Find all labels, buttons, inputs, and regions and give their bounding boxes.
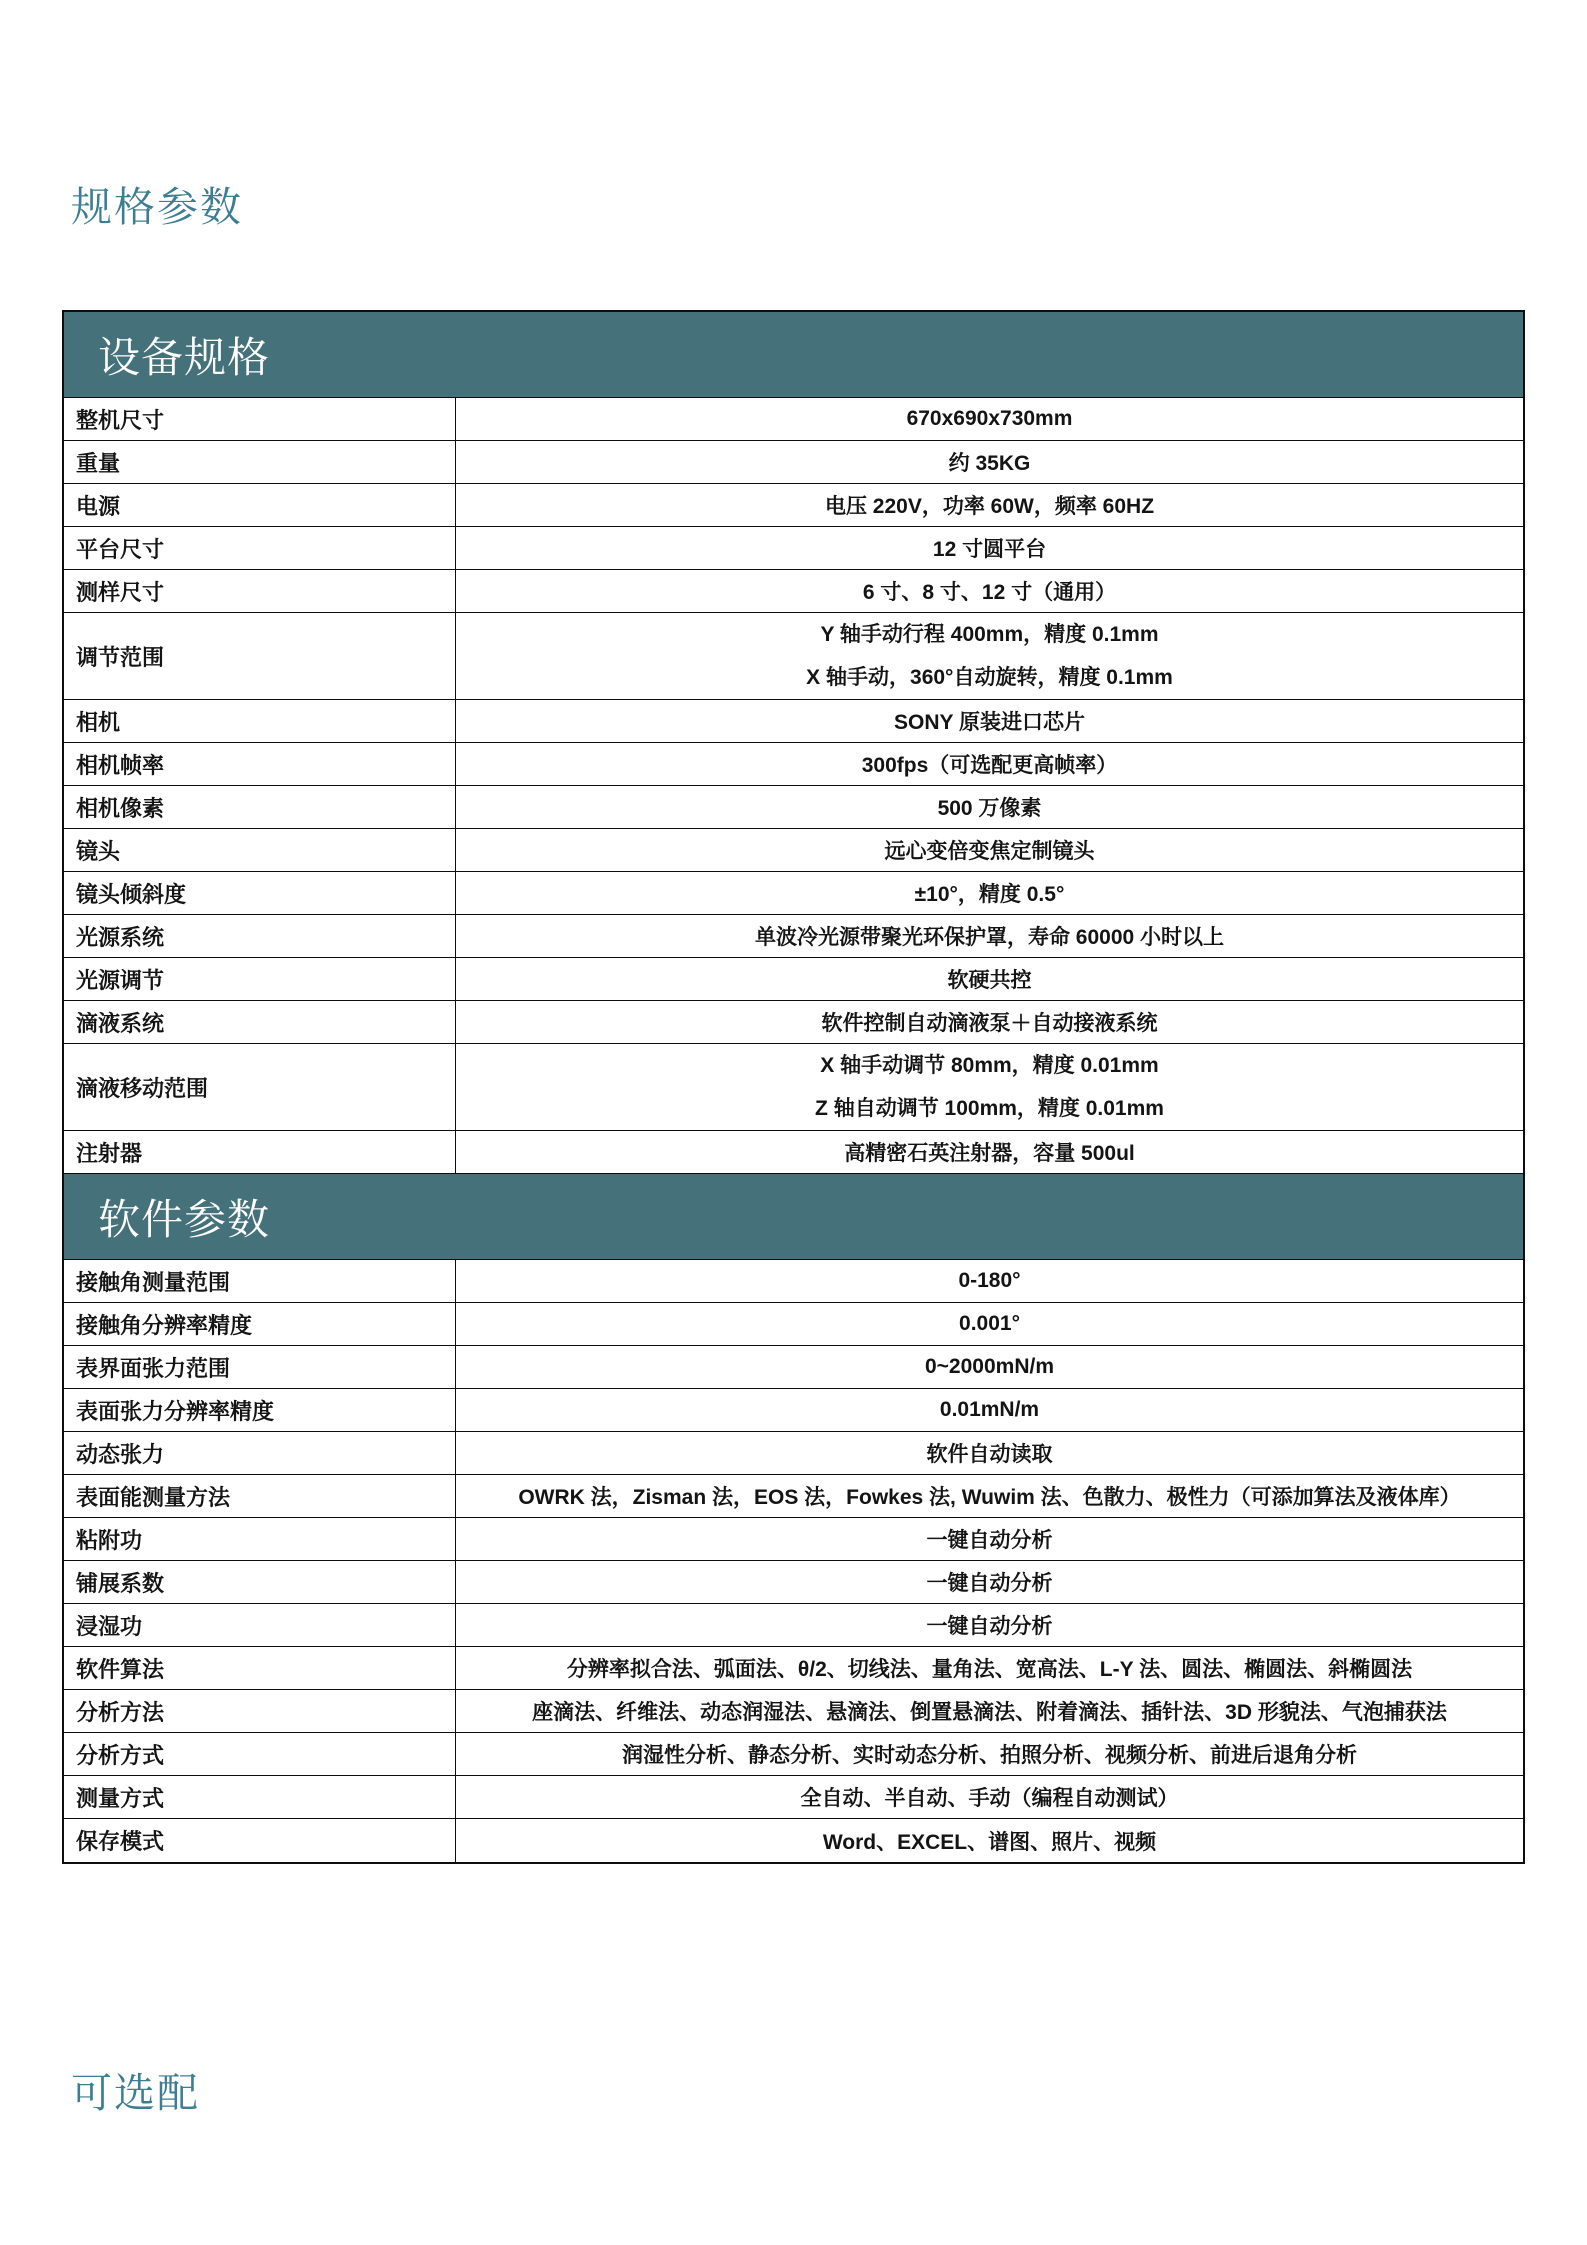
spec-row — [64, 441, 1523, 484]
spec-row — [64, 1389, 1523, 1432]
spec-value: 0~2000mN/m — [924, 1355, 1054, 1378]
page-title: 规格参数 — [71, 184, 243, 230]
spec-row — [64, 570, 1523, 613]
spec-value: 软硬共控 — [947, 969, 1032, 992]
spec-row — [64, 613, 1523, 700]
spec-row — [64, 1346, 1523, 1389]
spec-label: 镜头 — [64, 829, 456, 871]
spec-label: 表界面张力范围 — [64, 1346, 456, 1388]
spec-row — [64, 1647, 1523, 1690]
spec-row — [64, 1044, 1523, 1131]
spec-value: 分辨率拟合法、弧面法、θ/2、切线法、量角法、宽高法、L-Y 法、圆法、椭圆法、斜椭圆法 — [566, 1658, 1413, 1681]
spec-row — [64, 1604, 1523, 1647]
spec-label: 相机像素 — [64, 786, 456, 828]
spec-value-line: X 轴手动调节 80mm，精度 0.01mm — [820, 1054, 1159, 1077]
spec-row — [64, 743, 1523, 786]
spec-value: 约 35KG — [948, 452, 1031, 475]
spec-value: 全自动、半自动、手动（编程自动测试） — [800, 1787, 1179, 1810]
spec-row — [64, 872, 1523, 915]
spec-value — [456, 1044, 1523, 1130]
spec-label: 铺展系数 — [64, 1561, 456, 1603]
spec-row — [64, 1690, 1523, 1733]
spec-label: 光源系统 — [64, 915, 456, 957]
spec-row — [64, 1819, 1523, 1862]
spec-value-line: Y 轴手动行程 400mm，精度 0.1mm — [820, 623, 1159, 646]
spec-label: 滴液移动范围 — [64, 1044, 456, 1130]
spec-value: 一键自动分析 — [926, 1572, 1053, 1595]
spec-value: 0.01mN/m — [939, 1398, 1040, 1421]
spec-value-line: Z 轴自动调节 100mm，精度 0.01mm — [815, 1097, 1164, 1120]
spec-value: 12 寸圆平台 — [932, 538, 1047, 561]
spec-row — [64, 1432, 1523, 1475]
spec-value — [456, 613, 1523, 699]
spec-label: 调节范围 — [64, 613, 456, 699]
spec-value: 电压 220V，功率 60W，频率 60HZ — [824, 495, 1155, 518]
spec-value: 单波冷光源带聚光环保护罩，寿命 60000 小时以上 — [754, 926, 1225, 949]
spec-table — [62, 310, 1525, 1864]
spec-row — [64, 915, 1523, 958]
spec-row — [64, 1303, 1523, 1346]
spec-label: 粘附功 — [64, 1518, 456, 1560]
spec-row — [64, 1001, 1523, 1044]
spec-row — [64, 829, 1523, 872]
spec-label: 相机 — [64, 700, 456, 742]
spec-label: 重量 — [64, 441, 456, 483]
spec-value: 软件自动读取 — [926, 1443, 1053, 1466]
spec-label: 整机尺寸 — [64, 398, 456, 440]
spec-label: 测样尺寸 — [64, 570, 456, 612]
spec-label: 浸湿功 — [64, 1604, 456, 1646]
spec-value-line: X 轴手动，360°自动旋转，精度 0.1mm — [806, 666, 1173, 689]
spec-row — [64, 527, 1523, 570]
spec-label: 接触角测量范围 — [64, 1260, 456, 1302]
spec-value: 高精密石英注射器，容量 500ul — [844, 1142, 1135, 1165]
spec-value: 远心变倍变焦定制镜头 — [884, 840, 1095, 863]
spec-value: 0.001° — [959, 1312, 1020, 1335]
spec-label: 分析方法 — [64, 1690, 456, 1732]
spec-row — [64, 1518, 1523, 1561]
spec-value: 6 寸、8 寸、12 寸（通用） — [862, 581, 1117, 604]
spec-row — [64, 1776, 1523, 1819]
spec-label: 分析方式 — [64, 1733, 456, 1775]
spec-row — [64, 1733, 1523, 1776]
spec-label: 相机帧率 — [64, 743, 456, 785]
spec-row — [64, 700, 1523, 743]
spec-value: 润湿性分析、静态分析、实时动态分析、拍照分析、视频分析、前进后退角分析 — [622, 1744, 1357, 1767]
spec-label: 电源 — [64, 484, 456, 526]
device-specs-header: 设备规格 — [64, 312, 1523, 398]
spec-value: 0-180° — [958, 1269, 1021, 1292]
spec-value: 一键自动分析 — [926, 1615, 1053, 1638]
spec-label: 光源调节 — [64, 958, 456, 1000]
spec-label: 表面能测量方法 — [64, 1475, 456, 1517]
spec-label: 保存模式 — [64, 1819, 456, 1862]
spec-value: 670x690x730mm — [906, 407, 1073, 430]
spec-value: ±10°，精度 0.5° — [914, 883, 1065, 906]
spec-value: 软件控制自动滴液泵＋自动接液系统 — [821, 1012, 1158, 1035]
spec-value: SONY 原装进口芯片 — [894, 711, 1085, 734]
spec-value: Word、EXCEL、谱图、照片、视频 — [822, 1830, 1157, 1854]
spec-label: 镜头倾斜度 — [64, 872, 456, 914]
spec-label: 平台尺寸 — [64, 527, 456, 569]
spec-row — [64, 1475, 1523, 1518]
spec-label: 测量方式 — [64, 1776, 456, 1818]
spec-row — [64, 786, 1523, 829]
spec-label: 表面张力分辨率精度 — [64, 1389, 456, 1431]
spec-row — [64, 398, 1523, 441]
software-params-header: 软件参数 — [64, 1174, 1523, 1260]
spec-label: 滴液系统 — [64, 1001, 456, 1043]
spec-label: 注射器 — [64, 1131, 456, 1173]
software-spec-rows — [64, 1260, 1523, 1862]
spec-label: 接触角分辨率精度 — [64, 1303, 456, 1345]
spec-row — [64, 484, 1523, 527]
spec-value: OWRK 法，Zisman 法，EOS 法，Fowkes 法, Wuwim 法、色散力、极性力（可添加算法及液体库） — [518, 1486, 1461, 1509]
spec-row — [64, 1561, 1523, 1604]
spec-value: 300fps（可选配更高帧率） — [861, 754, 1118, 777]
spec-label: 软件算法 — [64, 1647, 456, 1689]
optional-accessories-title: 可选配 — [71, 2070, 200, 2116]
spec-row — [64, 1131, 1523, 1174]
spec-label: 动态张力 — [64, 1432, 456, 1474]
spec-value: 一键自动分析 — [926, 1529, 1053, 1552]
spec-value: 座滴法、纤维法、动态润湿法、悬滴法、倒置悬滴法、附着滴法、插针法、3D 形貌法、气泡捕获法 — [532, 1701, 1447, 1724]
spec-value: 500 万像素 — [937, 797, 1042, 820]
device-spec-rows — [64, 398, 1523, 1174]
spec-row — [64, 1260, 1523, 1303]
spec-row — [64, 958, 1523, 1001]
